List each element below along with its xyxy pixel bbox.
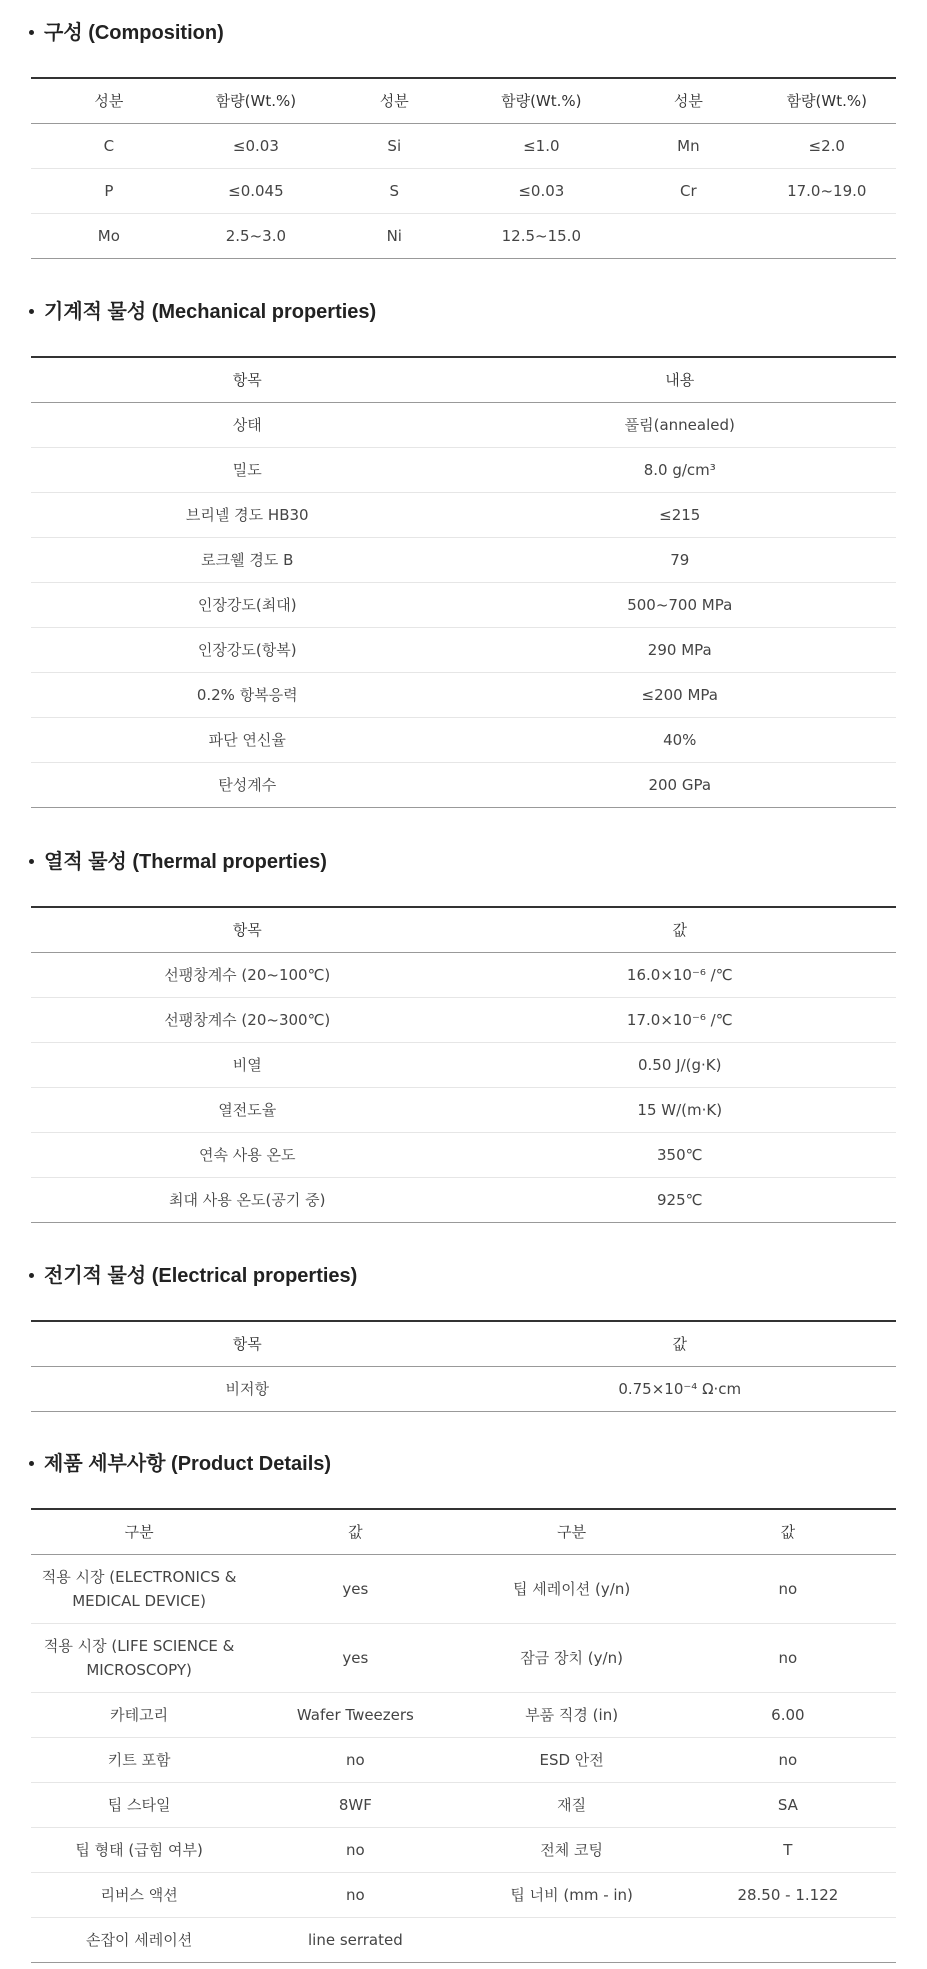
column-header: 항목: [31, 357, 464, 402]
table-cell: C: [31, 123, 187, 168]
table-cell: 손잡이 세레이션: [86, 1930, 193, 1949]
table-cell: 브리넬 경도 HB30: [31, 492, 464, 537]
table-cell: 비열: [31, 1042, 464, 1087]
table-row: [31, 168, 896, 213]
table-row: [31, 1366, 896, 1411]
table-row: [31, 123, 896, 168]
table-header-row: [31, 907, 896, 952]
table-header-row: [31, 78, 896, 123]
table-row: [31, 1872, 896, 1917]
mechanical-title: 기계적 물성 (Mechanical properties): [29, 295, 376, 324]
column-header: 구분: [464, 1509, 680, 1554]
thermal-table: [31, 906, 896, 1223]
table-cell: 연속 사용 온도: [31, 1132, 464, 1177]
table-cell: no: [680, 1554, 896, 1623]
table-header-row: [31, 1321, 896, 1366]
table-cell: 500~700 MPa: [464, 582, 897, 627]
column-header: 항목: [31, 907, 464, 952]
table-cell: Ni: [386, 226, 402, 245]
column-header: 항목: [31, 1321, 464, 1366]
table-cell: 17.0×10⁻⁶ /℃: [464, 997, 897, 1042]
bullet-icon: [29, 1273, 34, 1278]
table-cell: ≤215: [464, 492, 897, 537]
table-row: [31, 1087, 896, 1132]
table-cell: 인장강도(최대): [31, 582, 464, 627]
table-cell: no: [680, 1623, 896, 1692]
table-cell: 적용 시장 (ELECTRONICS & MEDICAL DEVICE): [31, 1554, 247, 1623]
table-cell: [680, 1917, 896, 1962]
table-cell: 6.00: [680, 1692, 896, 1737]
table-cell: 탄성계수: [218, 775, 277, 794]
table-cell: 팁 너비 (mm - in): [464, 1872, 680, 1917]
table-cell: 상태: [31, 402, 464, 447]
table-cell: 재질: [464, 1782, 680, 1827]
table-row: [31, 672, 896, 717]
table-cell: 2.5~3.0: [225, 226, 287, 245]
table-row: [31, 1692, 896, 1737]
table-cell: P: [31, 168, 187, 213]
column-header: 구분: [31, 1509, 247, 1554]
table-row: [31, 1917, 896, 1962]
table-cell: 팁 스타일: [31, 1782, 247, 1827]
electrical-title: 전기적 물성 (Electrical properties): [29, 1259, 357, 1288]
table-row: [31, 952, 896, 997]
table-row: [31, 1132, 896, 1177]
composition-title: 구성 (Composition): [29, 16, 224, 45]
details-table: [31, 1508, 896, 1963]
table-cell: ESD 안전: [464, 1737, 680, 1782]
table-cell: no: [680, 1737, 896, 1782]
table-cell: 0.50 J/(g·K): [464, 1042, 897, 1087]
table-cell: 로크웰 경도 B: [31, 537, 464, 582]
table-cell: 40%: [464, 717, 897, 762]
table-cell: 팁 형태 (급힘 여부): [31, 1827, 247, 1872]
table-row: [31, 213, 896, 258]
table-row: [31, 492, 896, 537]
table-cell: [619, 213, 757, 258]
table-cell: 카테고리: [31, 1692, 247, 1737]
table-cell: 925℃: [657, 1190, 703, 1209]
column-header: 값: [247, 1509, 463, 1554]
table-row: [31, 402, 896, 447]
table-cell: 17.0~19.0: [758, 168, 896, 213]
table-cell: Mo: [97, 226, 120, 245]
table-row: [31, 717, 896, 762]
table-cell: line serrated: [307, 1930, 403, 1949]
table-cell: Mn: [619, 123, 757, 168]
table-cell: 290 MPa: [464, 627, 897, 672]
table-cell: [758, 213, 896, 258]
table-cell: 8.0 g/cm³: [464, 447, 897, 492]
table-cell: 12.5~15.0: [501, 226, 581, 245]
table-cell: Wafer Tweezers: [247, 1692, 463, 1737]
column-header: 성분: [325, 78, 463, 123]
table-row: [31, 627, 896, 672]
table-cell: SA: [680, 1782, 896, 1827]
table-row: [31, 997, 896, 1042]
table-cell: no: [247, 1872, 463, 1917]
table-row: [31, 1042, 896, 1087]
table-cell: S: [325, 168, 463, 213]
table-cell: 풀림(annealed): [464, 402, 897, 447]
table-cell: 15 W/(m·K): [464, 1087, 897, 1132]
table-cell: no: [247, 1737, 463, 1782]
bullet-icon: [29, 1461, 34, 1466]
table-cell: yes: [247, 1623, 463, 1692]
table-cell: 적용 시장 (LIFE SCIENCE & MICROSCOPY): [31, 1623, 247, 1692]
column-header: 값: [680, 1509, 896, 1554]
table-row: [31, 1177, 896, 1222]
column-header: 내용: [464, 357, 897, 402]
table-cell: 선팽창계수 (20~300℃): [31, 997, 464, 1042]
table-header-row: [31, 357, 896, 402]
electrical-table: [31, 1320, 896, 1412]
table-cell: yes: [247, 1554, 463, 1623]
column-header: 성분: [619, 78, 757, 123]
table-cell: 200 GPa: [648, 775, 712, 794]
table-cell: T: [680, 1827, 896, 1872]
table-row: [31, 762, 896, 807]
table-cell: 밀도: [31, 447, 464, 492]
table-cell: 리버스 액션: [31, 1872, 247, 1917]
table-cell: ≤0.03: [187, 123, 325, 168]
details-title: 제품 세부사항 (Product Details): [29, 1447, 331, 1476]
table-cell: 팁 세레이션 (y/n): [464, 1554, 680, 1623]
table-cell: 16.0×10⁻⁶ /℃: [464, 952, 897, 997]
column-header: 성분: [31, 78, 187, 123]
table-cell: 파단 연신율: [31, 717, 464, 762]
table-cell: 0.75×10⁻⁴ Ω·cm: [618, 1379, 742, 1398]
column-header: 함량(Wt.%): [187, 78, 325, 123]
table-cell: 잠금 장치 (y/n): [464, 1623, 680, 1692]
table-cell: ≤1.0: [463, 123, 619, 168]
column-header: 값: [464, 907, 897, 952]
table-cell: ≤0.03: [463, 168, 619, 213]
table-cell: 전체 코팅: [464, 1827, 680, 1872]
table-cell: 최대 사용 온도(공기 중): [169, 1190, 326, 1209]
column-header: 값: [464, 1321, 897, 1366]
table-cell: 비저항: [225, 1379, 269, 1398]
bullet-icon: [29, 309, 34, 314]
table-cell: Si: [325, 123, 463, 168]
composition-table: [31, 77, 896, 259]
table-row: [31, 1554, 896, 1623]
table-cell: 부품 직경 (in): [464, 1692, 680, 1737]
table-row: [31, 1827, 896, 1872]
table-cell: 열전도율: [31, 1087, 464, 1132]
table-cell: [464, 1917, 680, 1962]
table-cell: 인장강도(항복): [31, 627, 464, 672]
table-row: [31, 1737, 896, 1782]
table-header-row: [31, 1509, 896, 1554]
table-cell: Cr: [619, 168, 757, 213]
mechanical-table: [31, 356, 896, 808]
table-cell: 350℃: [464, 1132, 897, 1177]
table-cell: no: [247, 1827, 463, 1872]
table-cell: 선팽창계수 (20~100℃): [31, 952, 464, 997]
column-header: 함량(Wt.%): [758, 78, 896, 123]
table-cell: 79: [464, 537, 897, 582]
bullet-icon: [29, 859, 34, 864]
bullet-icon: [29, 30, 34, 35]
table-row: [31, 1782, 896, 1827]
table-cell: 8WF: [247, 1782, 463, 1827]
table-cell: ≤0.045: [187, 168, 325, 213]
table-row: [31, 1623, 896, 1692]
table-row: [31, 582, 896, 627]
thermal-title: 열적 물성 (Thermal properties): [29, 845, 327, 874]
column-header: 함량(Wt.%): [463, 78, 619, 123]
table-cell: ≤200 MPa: [464, 672, 897, 717]
table-cell: 키트 포함: [31, 1737, 247, 1782]
table-row: [31, 447, 896, 492]
table-row: [31, 537, 896, 582]
table-cell: 0.2% 항복응력: [31, 672, 464, 717]
table-cell: 28.50 - 1.122: [680, 1872, 896, 1917]
table-cell: ≤2.0: [758, 123, 896, 168]
